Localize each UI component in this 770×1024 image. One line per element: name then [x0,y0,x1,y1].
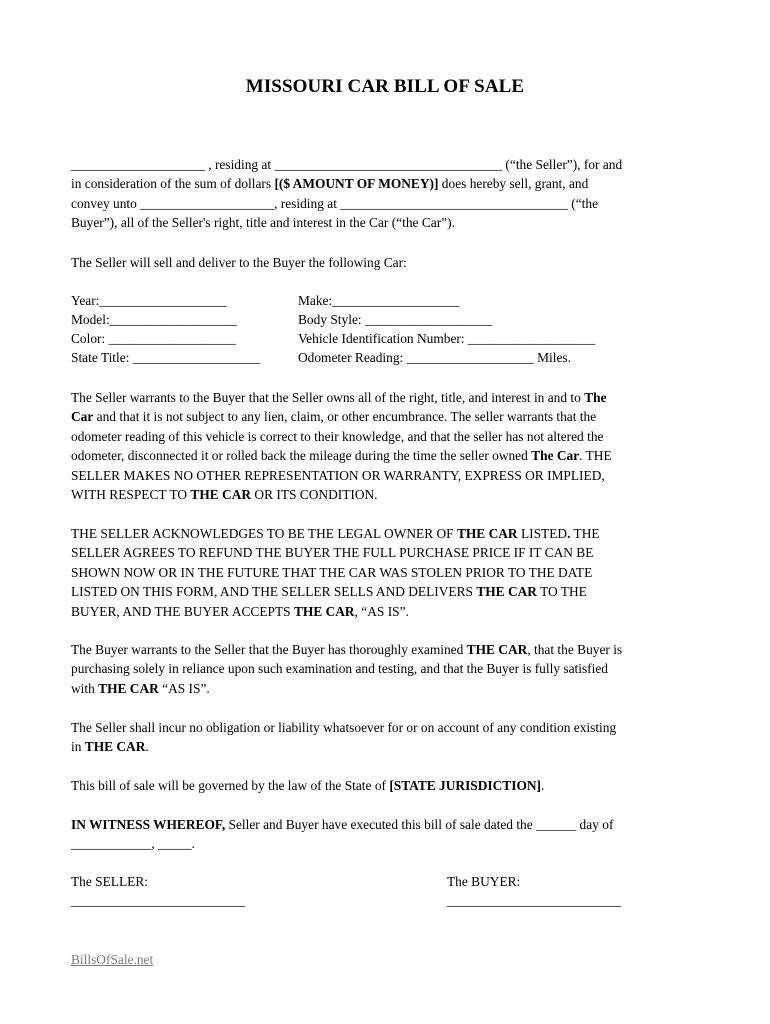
witness-paragraph [71,815,701,854]
warranty-line-1-bold: The [584,390,607,405]
intro-line-3: convey unto ____________________, residing at __________________________________ (“the [71,195,599,211]
law-line [71,776,701,795]
ack-line-1-text: THE SELLER ACKNOWLEDGES TO BE THE LEGAL OWNER OF [71,526,457,541]
acknowledgement-paragraph [71,524,701,621]
buyer-signature-label: The BUYER: [447,874,521,889]
oblig-line-2 [71,737,701,756]
warranty-line-5: SELLER MAKES NO OTHER REPRESENTATION OR WARRANTY, EXPRESS OR IMPLIED, [71,467,605,483]
ack-line-1-period: . [567,526,571,541]
ack-line-1-tail: THE [570,526,600,541]
deliver-paragraph: The Seller will sell and deliver to the Buyer the following Car: [71,255,407,270]
warranty-line-2-bold: Car [71,409,94,425]
law-text: This bill of sale will be governed by the law of the State of [71,778,390,793]
buyer-line-3-text: with [71,680,99,696]
seller-signature-line: __________________________ [71,893,246,908]
warranty-line-1 [71,388,701,407]
warranty-line-2-text: and that it is not subject to any lien, claim, or other encumbrance. The seller warrants that the [93,409,597,425]
warranty-line-4 [71,446,701,465]
model-field: Model:___________________ [71,312,237,327]
intro-line-4: Buyer”), all of the Seller's right, title and interest in the Car (“the Car”). [71,215,455,231]
seller-warranty-paragraph [71,388,701,504]
ack-line-5-bold: THE CAR [293,603,355,619]
ack-line-1-bold: THE CAR [456,526,518,541]
buyer-line-3-bold: THE CAR [98,680,159,696]
witness-bold: IN WITNESS WHEREOF, [71,817,226,832]
vin-field: Vehicle Identification Number: ___________________ [298,331,596,346]
intro-line-2-text: in consideration of the sum of dollars [71,176,275,192]
buyer-signature-line: __________________________ [447,893,622,908]
ack-line-1-mid: LISTED [517,526,568,541]
ack-line-1 [71,524,701,543]
witness-text: Seller and Buyer have executed this bill of sale dated the ______ day of [225,817,614,832]
warranty-line-6-text: WITH RESPECT TO [71,487,191,503]
warranty-line-4-text: odometer, disconnected it or rolled back the mileage during the time the seller owned [71,448,532,464]
oblig-line-2-bold: THE CAR [84,739,146,755]
witness-line-2: ____________, _____. [71,836,195,852]
oblig-line-2-tail: . [145,739,149,755]
ack-line-4-tail: TO THE [536,584,587,600]
buyer-line-1 [71,640,701,659]
color-field: Color: ___________________ [71,331,236,346]
warranty-line-4-bold: The Car [531,448,580,464]
governing-law-paragraph [71,776,701,795]
obligation-paragraph [71,718,701,757]
state-title-field: State Title: ___________________ [71,350,260,365]
ack-line-5-tail: , “AS IS”. [354,603,409,619]
oblig-line-2-text: in [71,739,85,755]
ack-line-2: SELLER AGREES TO REFUND THE BUYER THE FULL PURCHASE PRICE IF IT CAN BE [71,545,594,561]
buyer-line-3 [71,679,701,698]
buyer-warranty-paragraph [71,640,701,698]
year-field: Year:___________________ [71,293,227,308]
body-style-field: Body Style: ___________________ [298,312,493,327]
amount-placeholder: [($ AMOUNT OF MONEY)] [274,176,439,192]
buyer-line-1-text: The Buyer warrants to the Seller that the Buyer has thoroughly examined [71,642,467,657]
buyer-line-1-bold: THE CAR [466,642,528,657]
warranty-line-2 [71,407,701,426]
intro-paragraph [71,155,701,233]
warranty-line-4-tail: . THE [579,448,612,464]
state-jurisdiction-placeholder: [STATE JURISDICTION] [389,778,541,793]
intro-line-1: ____________________ , residing at __________________________________ (“the Seller”), for and [71,157,623,172]
warranty-line-6 [71,485,701,504]
law-tail: . [541,778,545,793]
buyer-line-3-tail: “AS IS”. [158,680,210,696]
seller-signature-label: The SELLER: [71,874,148,889]
odometer-field: Odometer Reading: ___________________ Miles. [298,350,571,365]
ack-line-4 [71,582,701,601]
make-field: Make:___________________ [298,293,460,308]
intro-line-2 [71,174,701,193]
ack-line-4-text: LISTED ON THIS FORM, AND THE SELLER SELLS AND DELIVERS [71,584,477,600]
buyer-line-1-tail: , that the Buyer is [527,642,623,657]
witness-line-1 [71,815,701,834]
intro-line-2-tail: does hereby sell, grant, and [438,176,589,192]
buyer-line-2: purchasing solely in reliance upon such examination and testing, and that the Buyer is fully satisfied [71,661,608,677]
ack-line-5 [71,602,701,621]
ack-line-4-bold: THE CAR [476,584,537,600]
warranty-line-1-text: The Seller warrants to the Buyer that the Seller owns all of the right, title, and interest in and to [71,390,585,405]
footer-link[interactable]: BillsOfSale.net [71,952,154,967]
document-title: MISSOURI CAR BILL OF SALE [245,76,525,97]
oblig-line-1: The Seller shall incur no obligation or liability whatsoever for or on account of any condition existing [71,720,617,735]
warranty-line-6-tail: OR ITS CONDITION. [251,487,378,503]
ack-line-3: SHOWN NOW OR IN THE FUTURE THAT THE CAR WAS STOLEN PRIOR TO THE DATE [71,564,593,580]
ack-line-5-text: BUYER, AND THE BUYER ACCEPTS [71,603,294,619]
warranty-line-3: odometer reading of this vehicle is correct to their knowledge, and that the seller has not altered the [71,428,604,444]
warranty-line-6-bold: THE CAR [190,487,252,503]
